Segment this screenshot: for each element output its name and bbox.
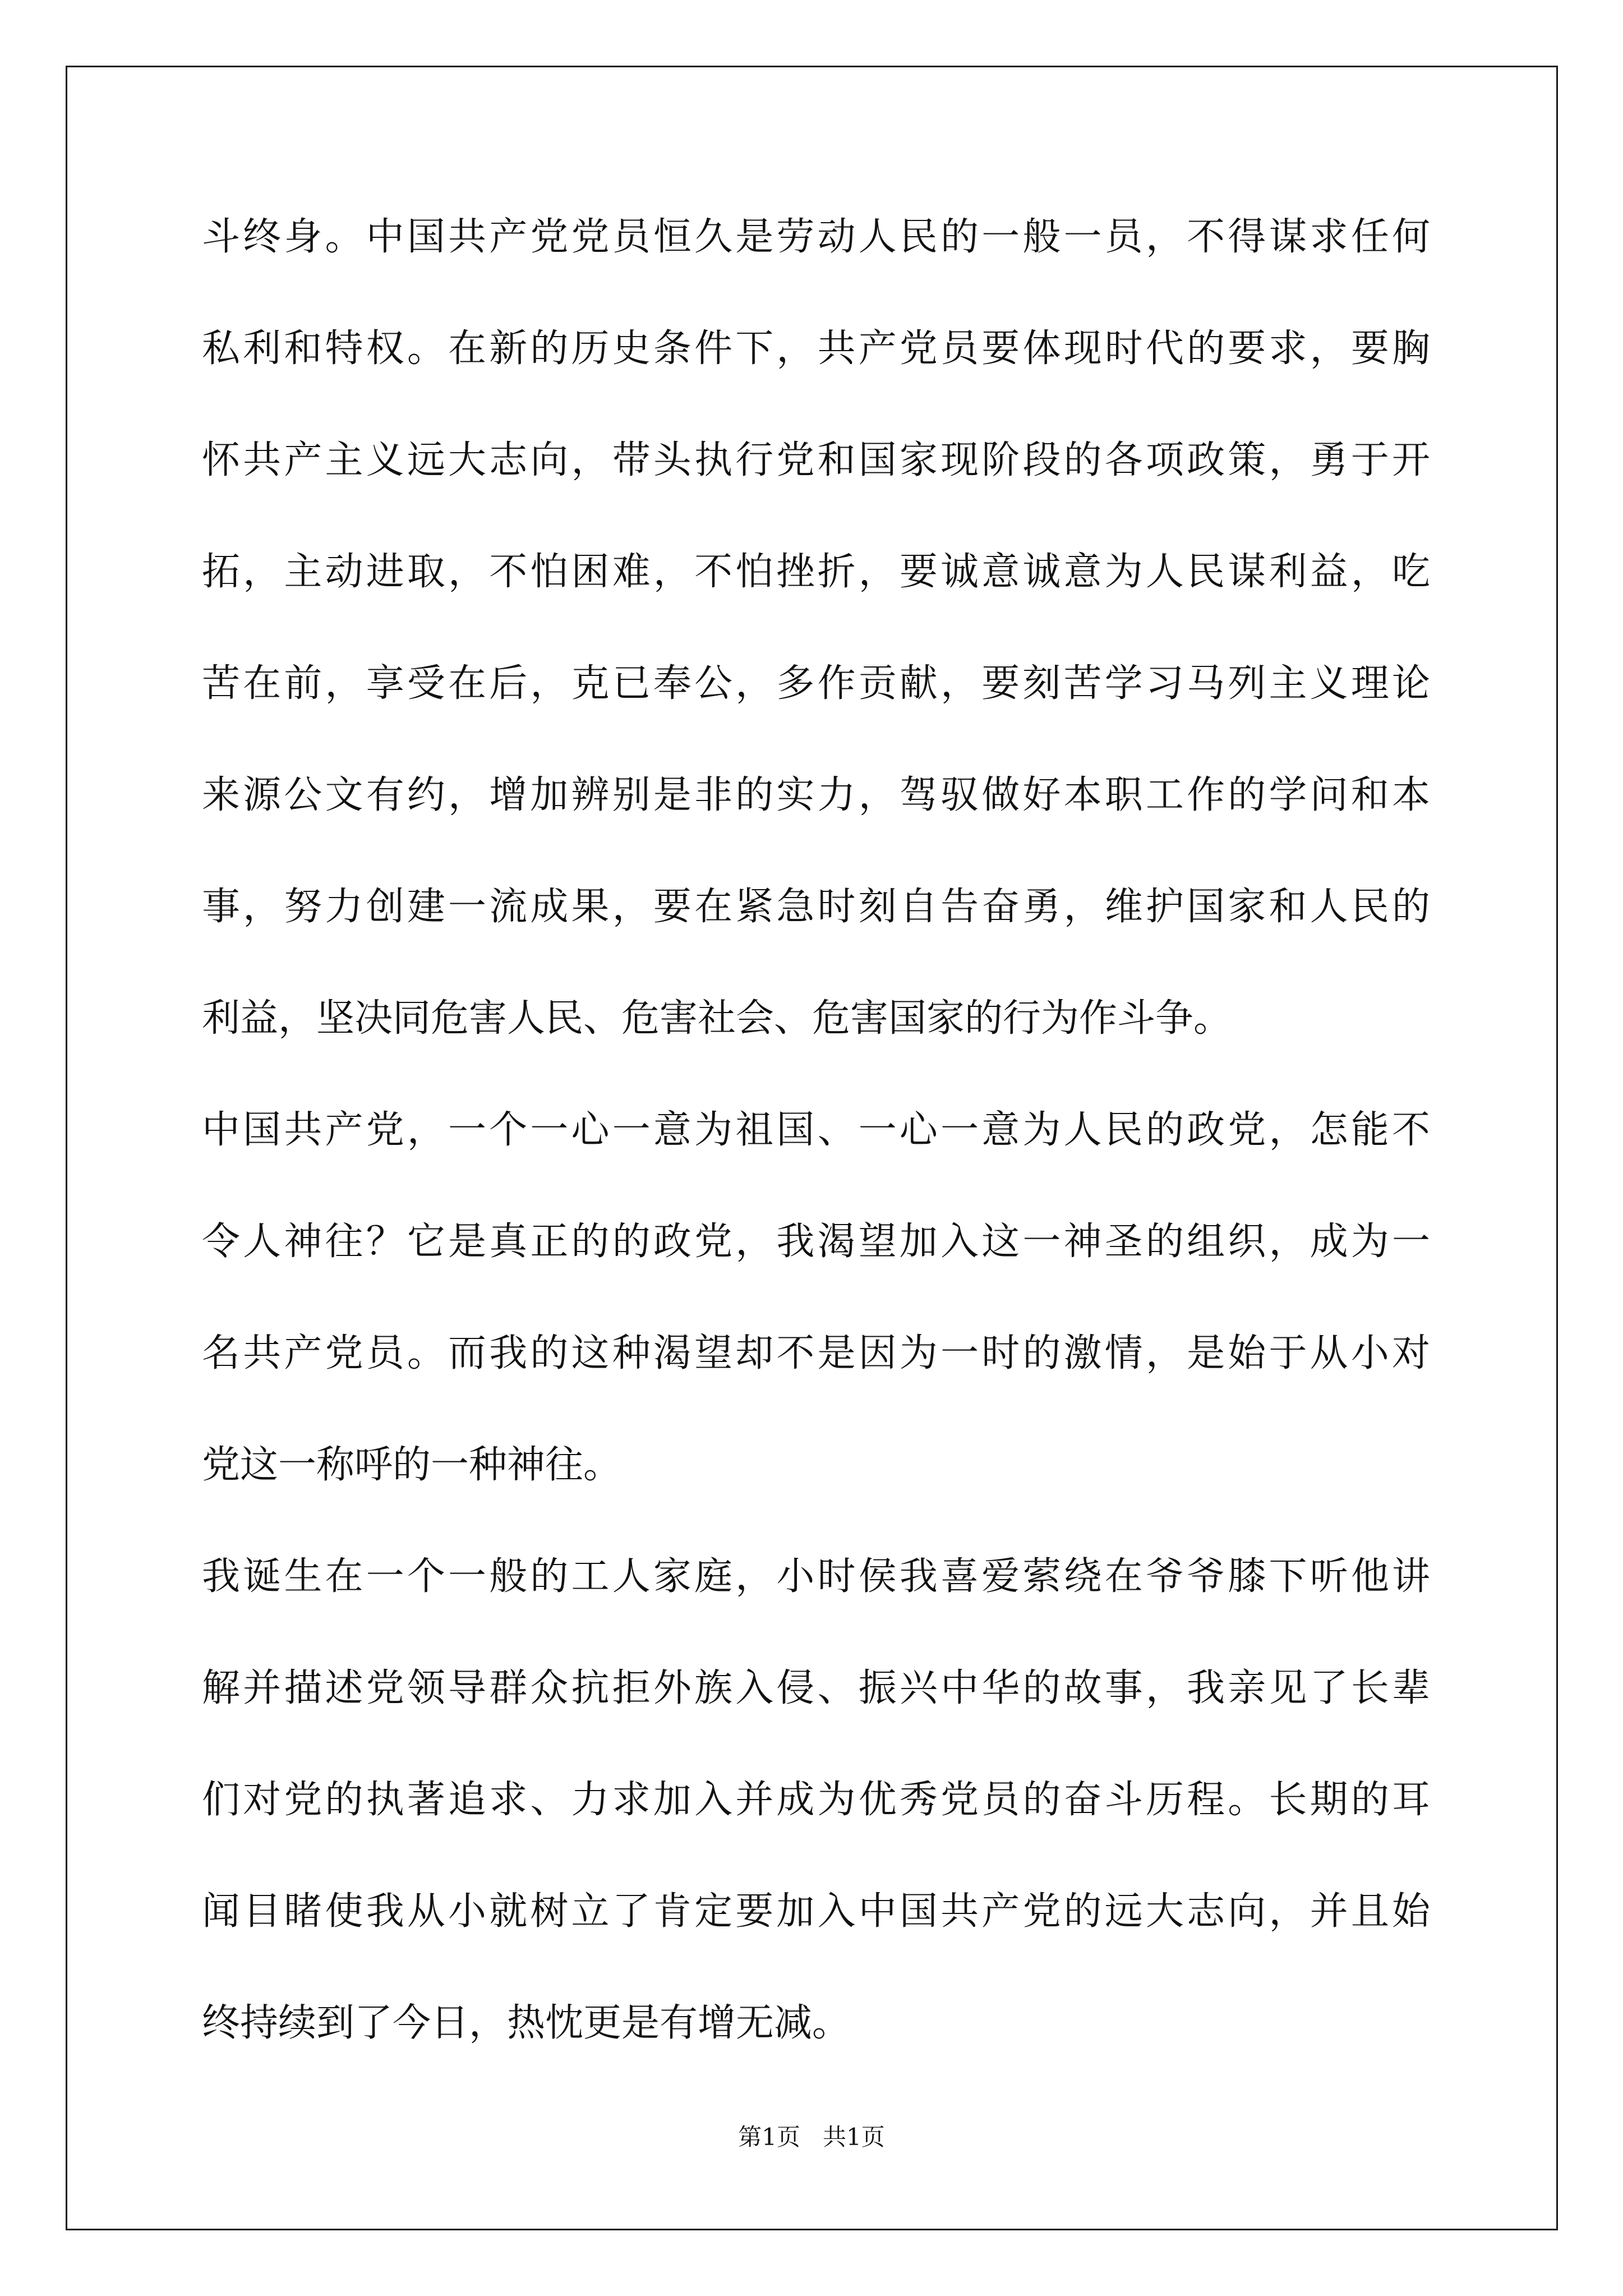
text-line: 私利和特权。在新的历史条件下，共产党员要体现时代的要求，要胸 — [202, 326, 1430, 371]
text-line: 利益，坚决同危害人民、危害社会、危害国家的行为作斗争。 — [202, 996, 1232, 1041]
text-line: 怀共产主义远大志向，带头执行党和国家现阶段的各项政策，勇于开 — [202, 438, 1430, 482]
text-line: 中国共产党，一个一心一意为祖国、一心一意为人民的政党，怎能不 — [202, 1108, 1430, 1152]
text-line: 我诞生在一个一般的工人家庭，小时侯我喜爱萦绕在爷爷膝下听他讲 — [202, 1554, 1430, 1599]
text-line: 来源公文有约，增加辨别是非的实力，驾驭做好本职工作的学问和本 — [202, 773, 1430, 817]
text-line: 解并描述党领导群众抗拒外族入侵、振兴中华的故事，我亲见了长辈 — [202, 1666, 1430, 1710]
page-number-footer: 第1页 共1页 — [738, 2123, 885, 2151]
document-body — [202, 215, 1430, 2115]
text-line: 令人神往？它是真正的的政党，我渴望加入这一神圣的组织，成为一 — [202, 1220, 1430, 1264]
text-line: 名共产党员。而我的这种渴望却不是因为一时的激情，是始于从小对 — [202, 1331, 1430, 1375]
text-line: 事，努力创建一流成果，要在紧急时刻自告奋勇，维护国家和人民的 — [202, 885, 1430, 929]
text-line: 终持续到了今日，热忱更是有增无减。 — [202, 2001, 851, 2045]
text-line: 斗终身。中国共产党党员恒久是劳动人民的一般一员，不得谋求任何 — [202, 215, 1430, 259]
text-line: 们对党的执著追求、力求加入并成为优秀党员的奋斗历程。长期的耳 — [202, 1778, 1430, 1822]
text-line: 党这一称呼的一种神往。 — [202, 1443, 622, 1487]
text-line: 拓，主动进取，不怕困难，不怕挫折，要诚意诚意为人民谋利益，吃 — [202, 550, 1430, 594]
text-line: 苦在前，享受在后，克已奉公，多作贡献，要刻苦学习马列主义理论 — [202, 661, 1430, 706]
text-line: 闻目睹使我从小就树立了肯定要加入中国共产党的远大志向，并且始 — [202, 1889, 1430, 1934]
